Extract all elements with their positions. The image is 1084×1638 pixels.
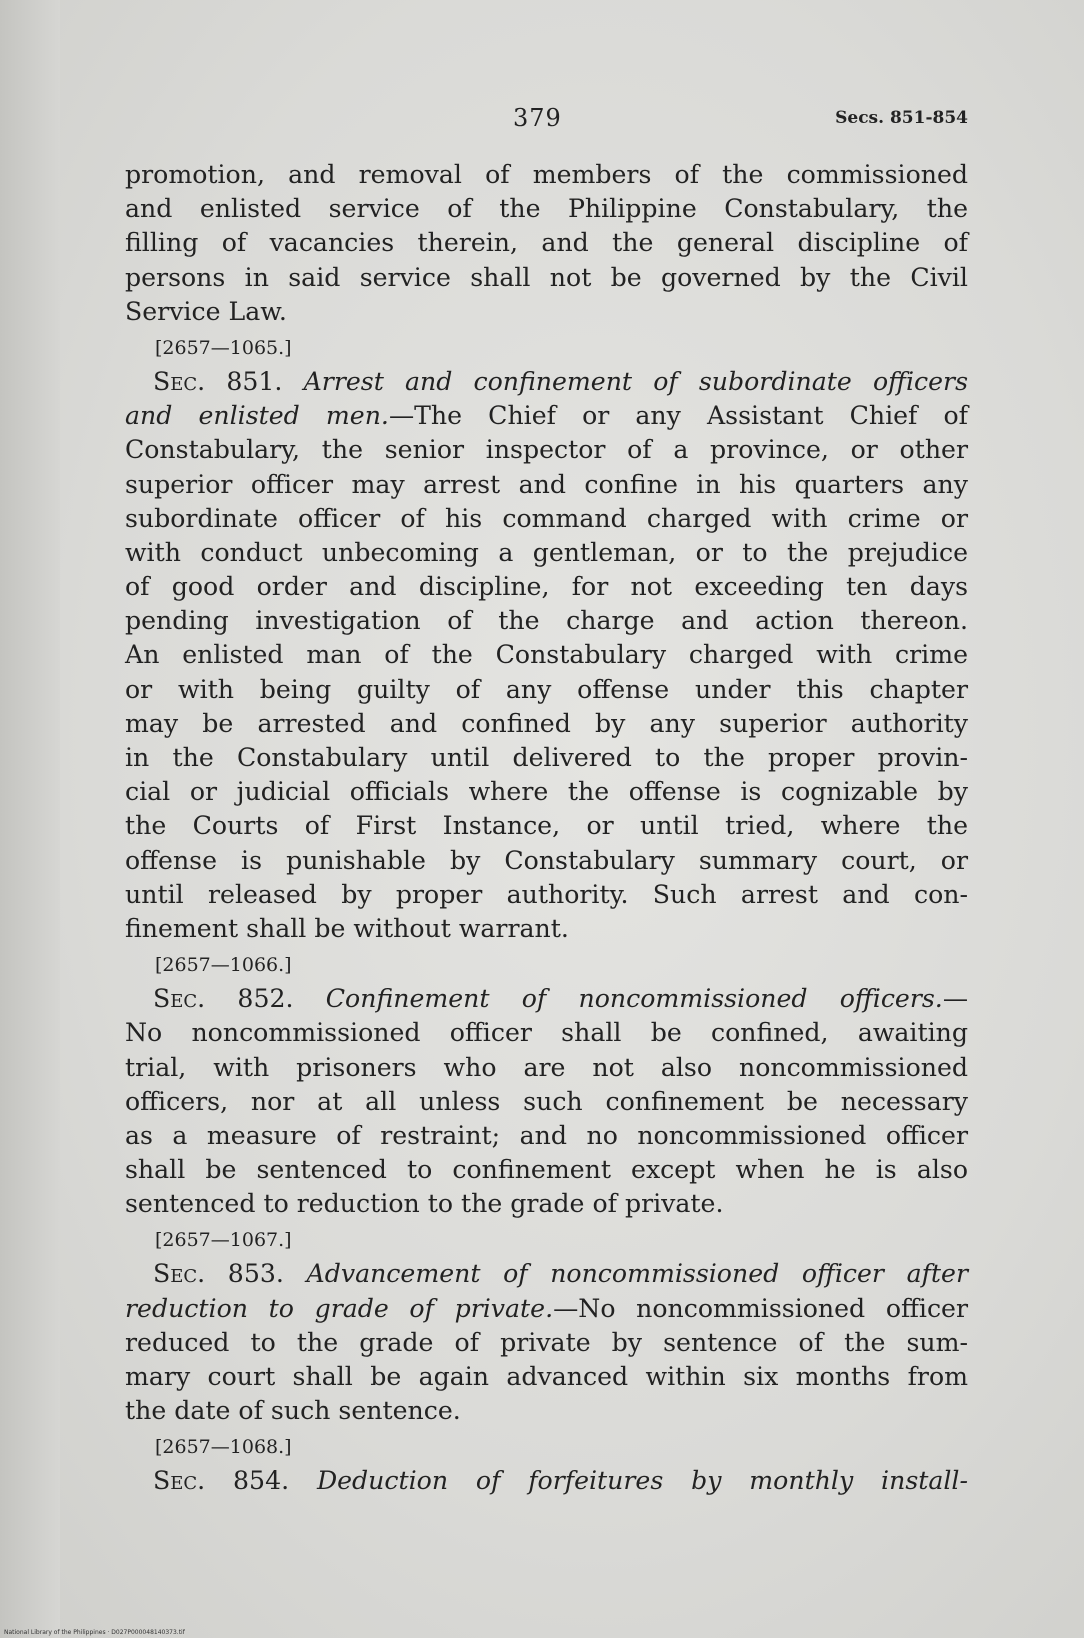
text-line: trial, with prisoners who are not also noncommissioned	[125, 1052, 968, 1082]
text-line: officers, nor at all unless such confinement be necessary	[125, 1086, 968, 1116]
text-line: until released by proper authority. Such arrest and con-	[125, 879, 968, 909]
text-line: as a measure of restraint; and no noncommissioned officer	[125, 1120, 968, 1150]
text-line: mary court shall be again advanced within six months from	[125, 1362, 968, 1391]
section-854-heading	[125, 1464, 968, 1498]
source-reference: [2657—1068.]	[155, 1436, 292, 1459]
section-range: Secs. 851-854	[835, 108, 968, 128]
text-line: Constabulary, the senior inspector of a province, or other	[125, 435, 968, 465]
section-title: Confinement of noncommissioned officers.	[325, 984, 943, 1014]
text-line: shall be sentenced to confinement except when he is also	[125, 1155, 968, 1185]
section-title: Deduction of forfeitures by monthly install-	[316, 1466, 969, 1496]
text-line: may be arrested and confined by any superior authority	[125, 708, 968, 738]
scan-footer: National Library of the Philippines · D027P000048140373.tif	[4, 1629, 185, 1636]
text-line: cial or judicial officials where the offense is cognizable by	[125, 777, 968, 807]
text-line: An enlisted man of the Constabulary charged with crime	[125, 640, 968, 670]
text-line: in the Constabulary until delivered to the proper provin-	[125, 743, 968, 772]
section-title: Arrest and confinement of subordinate officers	[303, 366, 968, 396]
text-line: sentenced to reduction to the grade of private.	[125, 1189, 724, 1219]
text-line: promotion, and removal of members of the commissioned	[125, 160, 968, 189]
section-label: Sec. 851.	[153, 366, 283, 396]
section-851-heading	[125, 365, 968, 399]
text-line: the date of such sentence.	[125, 1396, 461, 1426]
section-label: Sec. 853.	[153, 1259, 284, 1289]
source-reference: [2657—1066.]	[155, 954, 292, 977]
text-fragment: —No noncommissioned officer	[553, 1293, 968, 1323]
text-line: finement shall be without warrant.	[125, 913, 569, 943]
text-fragment: —	[942, 984, 968, 1014]
text-line: filling of vacancies therein, and the general discipline of	[125, 228, 968, 258]
source-reference: [2657—1067.]	[155, 1229, 292, 1252]
text-line: and enlisted service of the Philippine Constabulary, the	[125, 194, 968, 224]
body-text	[125, 158, 968, 1499]
section-title: and enlisted men.	[125, 401, 389, 431]
text-line: Service Law.	[125, 296, 287, 326]
text-line: the Courts of First Instance, or until tried, where the	[125, 811, 968, 841]
text-line: No noncommissioned officer shall be confined, awaiting	[125, 1018, 968, 1048]
text-line	[125, 1292, 968, 1326]
text-line: superior officer may arrest and confine in his quarters any	[125, 469, 968, 499]
text-line: with conduct unbecoming a gentleman, or to the prejudice	[125, 537, 968, 567]
text-line: offense is punishable by Constabulary summary court, or	[125, 845, 968, 875]
text-fragment: —The Chief or any Assistant Chief of	[388, 401, 968, 431]
section-title: reduction to grade of private.	[125, 1293, 554, 1323]
text-line: reduced to the grade of private by sentence of the sum-	[125, 1327, 968, 1357]
section-853-heading	[125, 1257, 968, 1291]
text-line: subordinate officer of his command charged with crime or	[125, 503, 968, 533]
source-reference: [2657—1065.]	[155, 336, 292, 359]
text-line	[125, 399, 968, 433]
page-header	[125, 104, 968, 140]
section-title: Advancement of noncommissioned officer after	[306, 1259, 968, 1289]
section-852-heading	[125, 982, 968, 1016]
text-line: or with being guilty of any offense under this chapter	[125, 674, 968, 704]
text-line: pending investigation of the charge and action thereon.	[125, 606, 968, 636]
page-binding-edge	[0, 0, 60, 1638]
section-label: Sec. 852.	[153, 984, 294, 1014]
section-label: Sec. 854.	[153, 1466, 290, 1496]
page-number: 379	[513, 104, 562, 132]
text-line: of good order and discipline, for not exceeding ten days	[125, 572, 968, 602]
text-line: persons in said service shall not be governed by the Civil	[125, 262, 968, 292]
